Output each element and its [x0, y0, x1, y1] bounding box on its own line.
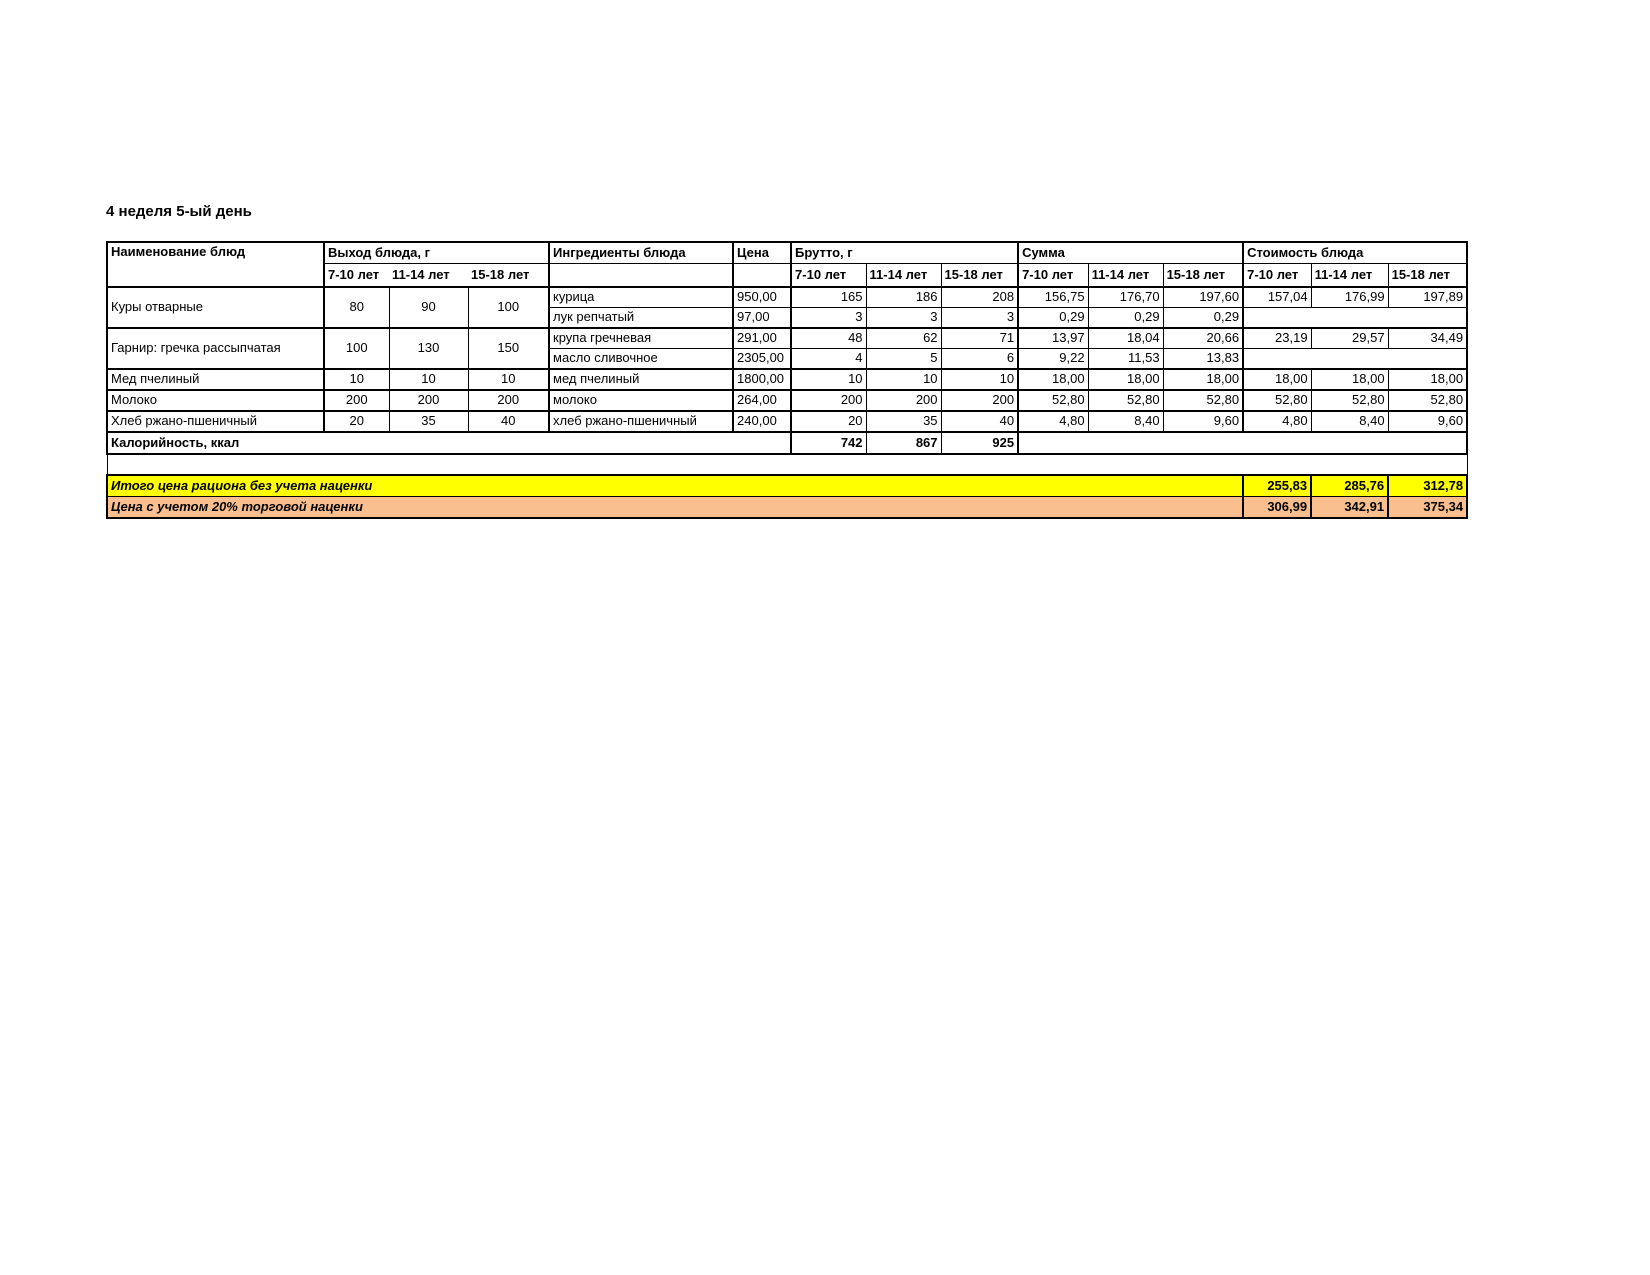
cell-gross-3: 40 [941, 411, 1018, 432]
cell-dish: Хлеб ржано-пшеничный [107, 411, 324, 432]
cell-gross-3: 3 [941, 308, 1018, 329]
cell-sum-1: 52,80 [1018, 390, 1088, 411]
cell-calories-empty [1018, 432, 1467, 454]
cell-output-3: 100 [468, 287, 549, 328]
table-row-chicken-1 [107, 287, 1467, 308]
cell-markup-1: 306,99 [1243, 497, 1311, 519]
col-header-cost-age-1: 7-10 лет [1243, 264, 1311, 288]
cell-price: 1800,00 [733, 369, 791, 390]
col-header-gross: Брутто, г [791, 242, 1018, 264]
table-row-total [107, 475, 1467, 497]
cell-dish: Молоко [107, 390, 324, 411]
menu-cost-table [106, 241, 1468, 519]
cell-gross-2: 5 [866, 349, 941, 370]
cell-output-1: 10 [324, 369, 389, 390]
col-header-price-spacer [733, 264, 791, 288]
cell-cost-2: 18,00 [1311, 369, 1388, 390]
cell-cost-empty [1243, 349, 1467, 370]
cell-gross-2: 35 [866, 411, 941, 432]
cell-cost-2: 176,99 [1311, 287, 1388, 308]
cell-calories-1: 742 [791, 432, 866, 454]
cell-output-1: 200 [324, 390, 389, 411]
cell-output-2: 130 [389, 328, 468, 369]
col-header-output-age-3: 15-18 лет [468, 264, 549, 288]
col-header-ingredients-spacer [549, 264, 733, 288]
page-title: 4 неделя 5-ый день [106, 203, 252, 220]
cell-gross-1: 165 [791, 287, 866, 308]
cell-output-2: 35 [389, 411, 468, 432]
cell-calories-3: 925 [941, 432, 1018, 454]
spacer-row [107, 454, 1467, 475]
cell-cost-1: 157,04 [1243, 287, 1311, 308]
cell-output-3: 200 [468, 390, 549, 411]
cell-sum-3: 13,83 [1163, 349, 1243, 370]
cell-dish: Гарнир: гречка рассыпчатая [107, 328, 324, 369]
cell-sum-1: 0,29 [1018, 308, 1088, 329]
cell-sum-2: 11,53 [1088, 349, 1163, 370]
cell-cost-2: 29,57 [1311, 328, 1388, 349]
cell-sum-3: 20,66 [1163, 328, 1243, 349]
cell-sum-1: 156,75 [1018, 287, 1088, 308]
cell-gross-3: 200 [941, 390, 1018, 411]
cell-cost-3: 34,49 [1388, 328, 1467, 349]
col-header-sum-age-3: 15-18 лет [1163, 264, 1243, 288]
cell-markup-3: 375,34 [1388, 497, 1467, 519]
cell-sum-1: 4,80 [1018, 411, 1088, 432]
cell-gross-1: 20 [791, 411, 866, 432]
cell-output-2: 90 [389, 287, 468, 328]
cell-ingredient: курица [549, 287, 733, 308]
cell-gross-1: 10 [791, 369, 866, 390]
cell-cost-1: 52,80 [1243, 390, 1311, 411]
cell-markup-2: 342,91 [1311, 497, 1388, 519]
cell-sum-2: 18,00 [1088, 369, 1163, 390]
cell-cost-1: 18,00 [1243, 369, 1311, 390]
cell-gross-2: 186 [866, 287, 941, 308]
table-row-total-markup [107, 497, 1467, 519]
col-header-sum-age-1: 7-10 лет [1018, 264, 1088, 288]
cell-price: 97,00 [733, 308, 791, 329]
table-row-bread [107, 411, 1467, 432]
cell-cost-3: 9,60 [1388, 411, 1467, 432]
col-header-gross-age-1: 7-10 лет [791, 264, 866, 288]
cell-gross-1: 48 [791, 328, 866, 349]
cell-ingredient: молоко [549, 390, 733, 411]
cell-output-3: 40 [468, 411, 549, 432]
table-row-garnish-1 [107, 328, 1467, 349]
col-header-gross-age-2: 11-14 лет [866, 264, 941, 288]
cell-total-label: Итого цена рациона без учета наценки [107, 475, 1243, 497]
spacer-cell [107, 454, 1467, 475]
cell-calories-2: 867 [866, 432, 941, 454]
cell-price: 291,00 [733, 328, 791, 349]
cell-price: 240,00 [733, 411, 791, 432]
cell-sum-3: 197,60 [1163, 287, 1243, 308]
cell-gross-1: 3 [791, 308, 866, 329]
col-header-output: Выход блюда, г [324, 242, 549, 264]
cell-gross-2: 3 [866, 308, 941, 329]
cell-dish: Мед пчелиный [107, 369, 324, 390]
col-header-cost-age-3: 15-18 лет [1388, 264, 1467, 288]
col-header-cost-age-2: 11-14 лет [1311, 264, 1388, 288]
cell-output-3: 10 [468, 369, 549, 390]
cell-sum-1: 18,00 [1018, 369, 1088, 390]
cell-gross-1: 4 [791, 349, 866, 370]
cell-cost-1: 23,19 [1243, 328, 1311, 349]
cell-gross-2: 10 [866, 369, 941, 390]
cell-markup-label: Цена с учетом 20% торговой наценки [107, 497, 1243, 519]
cell-gross-2: 200 [866, 390, 941, 411]
cell-gross-3: 71 [941, 328, 1018, 349]
col-header-price: Цена [733, 242, 791, 264]
cell-cost-empty [1243, 308, 1467, 329]
cell-gross-1: 200 [791, 390, 866, 411]
cell-gross-3: 6 [941, 349, 1018, 370]
cell-sum-3: 18,00 [1163, 369, 1243, 390]
cell-output-1: 80 [324, 287, 389, 328]
cell-cost-3: 18,00 [1388, 369, 1467, 390]
cell-sum-2: 8,40 [1088, 411, 1163, 432]
cell-output-2: 200 [389, 390, 468, 411]
cell-cost-2: 8,40 [1311, 411, 1388, 432]
cell-ingredient: хлеб ржано-пшеничный [549, 411, 733, 432]
cell-output-3: 150 [468, 328, 549, 369]
cell-price: 2305,00 [733, 349, 791, 370]
cell-total-2: 285,76 [1311, 475, 1388, 497]
cell-ingredient: лук репчатый [549, 308, 733, 329]
cell-ingredient: мед пчелиный [549, 369, 733, 390]
cell-sum-1: 9,22 [1018, 349, 1088, 370]
cell-ingredient: крупа гречневая [549, 328, 733, 349]
col-header-sum: Сумма [1018, 242, 1243, 264]
cell-output-1: 20 [324, 411, 389, 432]
cell-sum-2: 176,70 [1088, 287, 1163, 308]
cell-cost-3: 52,80 [1388, 390, 1467, 411]
table-row-calories [107, 432, 1467, 454]
cell-output-1: 100 [324, 328, 389, 369]
col-header-sum-age-2: 11-14 лет [1088, 264, 1163, 288]
cell-ingredient: масло сливочное [549, 349, 733, 370]
cell-cost-2: 52,80 [1311, 390, 1388, 411]
cell-sum-2: 52,80 [1088, 390, 1163, 411]
col-header-dish: Наименование блюд [107, 242, 324, 287]
cell-sum-3: 52,80 [1163, 390, 1243, 411]
cell-sum-1: 13,97 [1018, 328, 1088, 349]
col-header-cost: Стоимость блюда [1243, 242, 1467, 264]
col-header-ingredients: Ингредиенты блюда [549, 242, 733, 264]
table-row-milk [107, 390, 1467, 411]
cell-price: 264,00 [733, 390, 791, 411]
col-header-output-age-1: 7-10 лет [324, 264, 389, 288]
cell-sum-3: 0,29 [1163, 308, 1243, 329]
cell-gross-3: 10 [941, 369, 1018, 390]
cell-gross-3: 208 [941, 287, 1018, 308]
cell-gross-2: 62 [866, 328, 941, 349]
cell-cost-1: 4,80 [1243, 411, 1311, 432]
col-header-gross-age-3: 15-18 лет [941, 264, 1018, 288]
cell-calories-label: Калорийность, ккал [107, 432, 791, 454]
cell-total-3: 312,78 [1388, 475, 1467, 497]
cell-sum-3: 9,60 [1163, 411, 1243, 432]
col-header-output-age-2: 11-14 лет [389, 264, 468, 288]
cell-sum-2: 0,29 [1088, 308, 1163, 329]
cell-sum-2: 18,04 [1088, 328, 1163, 349]
cell-price: 950,00 [733, 287, 791, 308]
header-row-groups [107, 242, 1467, 264]
cell-output-2: 10 [389, 369, 468, 390]
cell-cost-3: 197,89 [1388, 287, 1467, 308]
cell-total-1: 255,83 [1243, 475, 1311, 497]
table-row-honey [107, 369, 1467, 390]
cell-dish: Куры отварные [107, 287, 324, 328]
